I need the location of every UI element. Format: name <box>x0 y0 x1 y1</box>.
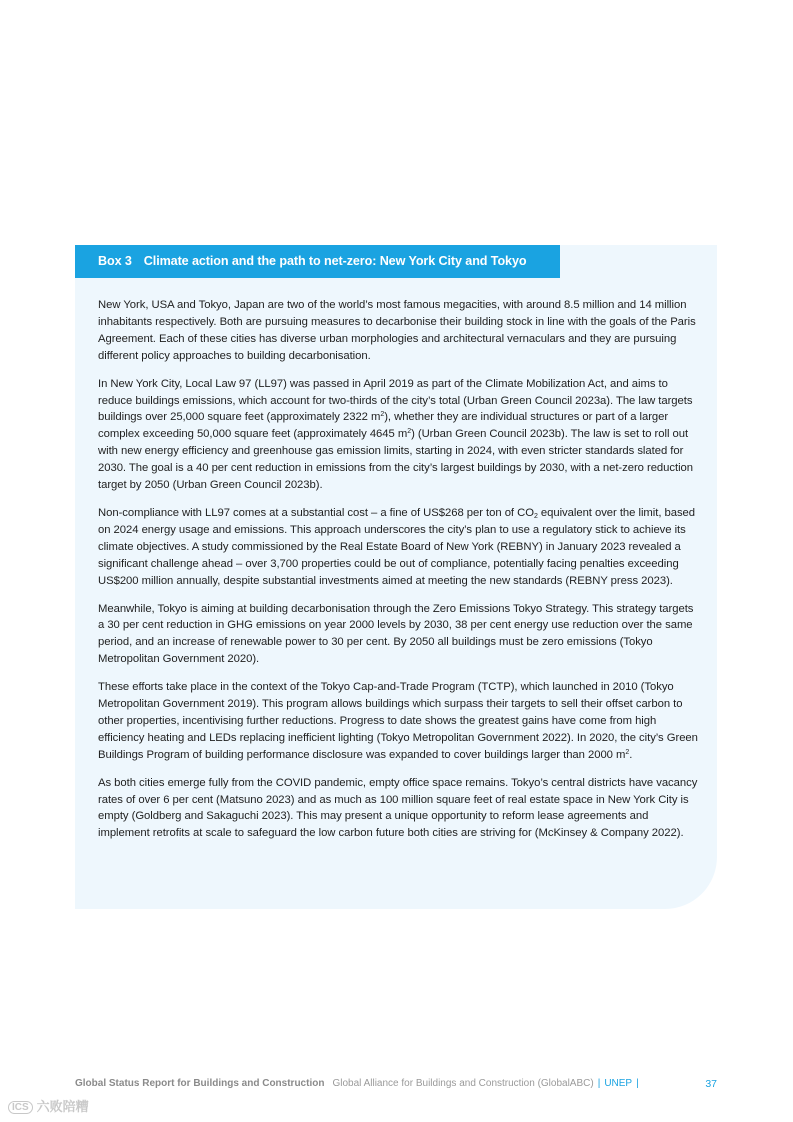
paragraph-non-compliance: Non-compliance with LL97 comes at a substantial cost – a fine of US$268 per ton of $CO_2$ equivalent over the limit, based on 2024 energy usage and emissions. This approach underscores the city’s plan to use a regulatory stick to achieve its climate objectives. A study commissioned by the Real Estate Board of New York (REBNY) in January 2023 revealed a significant challenge ahead – over 3,700 properties could be out of compliance, potentially facing penalties exceeding US$200 million annually, despite substantial investments aimed at meeting the new standards (REBNY press 2023). <box>98 506 696 587</box>
box-number: Box 3 <box>98 254 132 268</box>
watermark-logo-icon: ICS <box>8 1101 33 1114</box>
paragraph-office-vacancy: As both cities emerge fully from the COVID pandemic, empty office space remains. Tokyo’s central districts have vacancy rates of over 6 per cent (Matsuno 2023) and as much as 100 million square feet of real estate space in New York City is empty (Goldberg and Sakaguchi 2023). This may present a unique opportunity to reform lease agreements and implement retrofits at scale to safeguard the low carbon future both cities are striving for (McKinsey & Company 2022). <box>98 776 698 840</box>
case-study-box <box>75 245 717 909</box>
page-number: 37 <box>705 1078 717 1090</box>
watermark-text: 六败陪糟 <box>36 1099 89 1114</box>
box-body <box>98 297 698 853</box>
footer-separator: | <box>636 1078 639 1089</box>
paragraph-tokyo-strategy: Meanwhile, Tokyo is aiming at building decarbonisation through the Zero Emissions Tokyo Strategy. This strategy targets a 30 per cent reduction in GHG emissions on year 2000 levels by 2030, 38 per cent energy use reduction over the same period, and an increase of renewable power to 30 per cent. By 2050 all buildings must be zero emissions (Tokyo Metropolitan Government 2020). <box>98 602 694 666</box>
footer-report-title: Global Status Report for Buildings and Construction <box>75 1078 325 1089</box>
footer-alliance: Global Alliance for Buildings and Construction (GlobalABC) <box>332 1078 594 1089</box>
footer-unep: UNEP <box>604 1078 633 1089</box>
box-title: Climate action and the path to net-zero: New York City and Tokyo <box>143 254 527 268</box>
paragraph-overview: New York, USA and Tokyo, Japan are two of the world’s most famous megacities, with around 8.5 million and 14 million inhabitants respectively. Both are pursuing measures to decarbonise their building stock in line with the goals of the Paris Agreement. Each of these cities has diverse urban morphologies and architectural vernaculars and they are pursuing different policy approaches to building decarbonisation. <box>98 299 696 362</box>
footer-separator: | <box>597 1078 601 1089</box>
paragraph-tokyo-cap-and-trade: These efforts take place in the context of the Tokyo Cap-and-Trade Program (TCTP), which launched in 2010 (Tokyo Metropolitan Government 2019). This program allows buildings which surpass their targets to sell their offset carbon to other properties, incentivising further reductions. Progress to date shows the greatest gains have come from high efficiency heating and LEDs replacing inefficient lighting (Tokyo Metropolitan Government 2022). In 2020, the city’s Green Buildings Program of building performance disclosure was expanded to cover buildings larger than 2000 $m^2$. <box>98 681 698 761</box>
paragraph-new-york-ll97: In New York City, Local Law 97 (LL97) was passed in April 2019 as part of the Climate Mobilization Act, and aims to reduce buildings emissions, which account for two-thirds of the city’s total (Urban Green Council 2023a). The law targets buildings over 25,000 square feet (approximately 2322 $m^2$), whether they are individual structures or part of a larger complex exceeding 50,000 square feet (approximately 4645 $m^2$) (Urban Green Council 2023b). The law is set to roll out with new energy efficiency and greenhouse gas emission limits, starting in 2024, with even stricter standards slated for 2030. The goal is a 40 per cent reduction in emissions from the city’s largest buildings by 2030, with a net-zero reduction target by 2050 (Urban Green Council 2023b). <box>98 377 694 492</box>
watermark <box>8 1096 89 1115</box>
page-footer <box>75 1078 717 1089</box>
box-header <box>75 245 560 278</box>
